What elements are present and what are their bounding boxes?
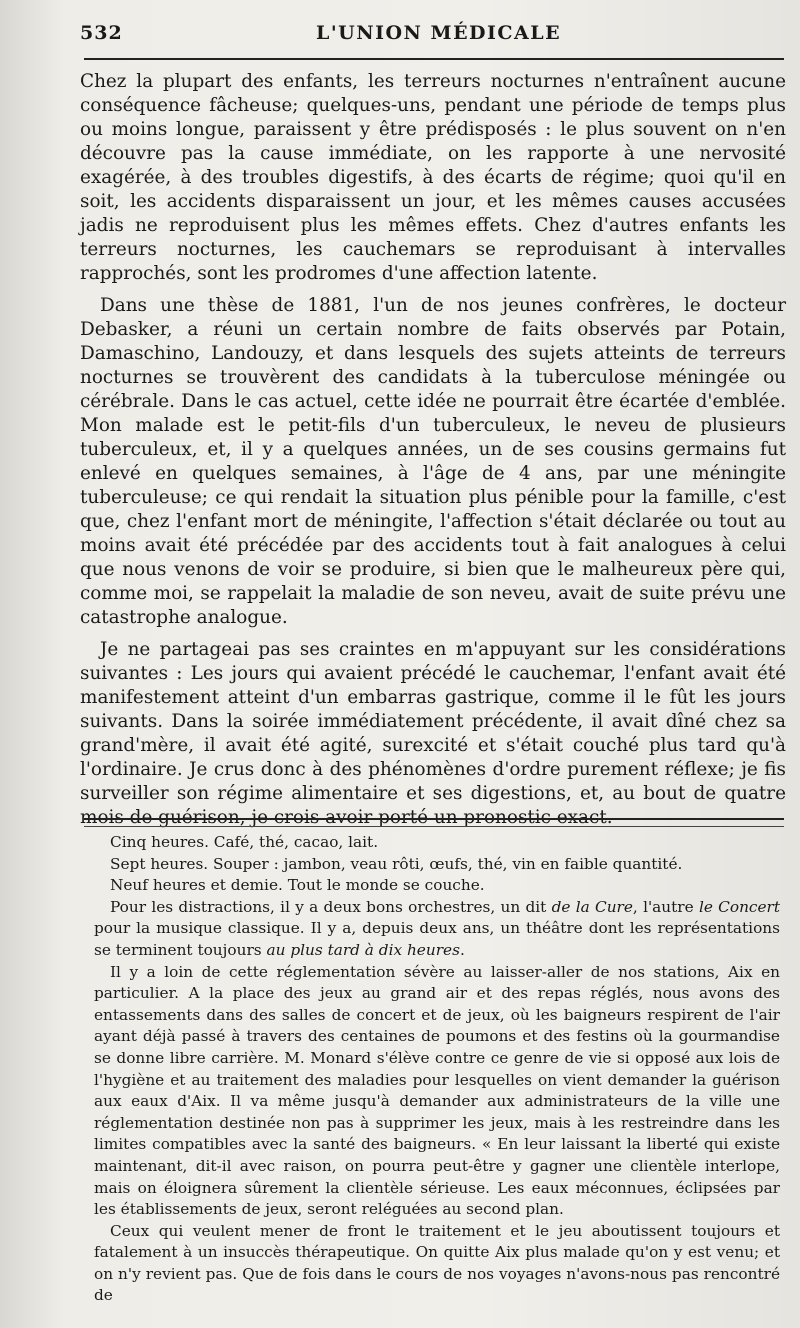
schedule-line-3: Neuf heures et demie. Tout le monde se couche. — [110, 876, 485, 895]
schedule-line-1: Cinq heures. Café, thé, cacao, lait. — [110, 833, 379, 851]
distractions-em-b: le Concert — [698, 897, 781, 916]
schedule-line-2: Sept heures. Souper : jambon, veau rôti, œufs, thé, vin en faible quantité. — [110, 854, 683, 873]
distractions-em-a: de la Cure — [551, 897, 633, 916]
footnote-text — [94, 832, 780, 1307]
distractions-text-d: . — [459, 940, 465, 959]
distractions-text-c: pour la musique classique. Il y a, depuis deux ans, un théâtre dont les représentations se terminent toujours — [94, 919, 780, 959]
footnote-rule — [84, 818, 784, 827]
header-rule — [84, 58, 784, 60]
distractions-text-a: Pour les distractions, il y a deux bons orchestres, un dit — [110, 897, 552, 916]
journal-title: L'UNION MÉDICALE — [316, 22, 562, 44]
page-number: 532 — [80, 22, 123, 44]
distractions-em-c: au plus tard à dix heures — [266, 940, 460, 959]
main-text — [80, 70, 786, 830]
footnote-paragraph-jeu: Ceux qui veulent mener de front le traitement et le jeu aboutissent toujours et fatalement à un insuccès thérapeutique. On quitte Aix plus malade qu'on y est venu; et on n'y revient pas. Que de fois dans le cours de nos voyages n'avons-nous pas rencontré de — [94, 1221, 780, 1305]
footnote-paragraph-distractions — [94, 897, 780, 962]
main-paragraph-2: Dans une thèse de 1881, l'un de nos jeunes confrères, le docteur Debasker, a réuni un certain nombre de faits observés par Potain, Damaschino, Landouzy, et dans lesquels des sujets atteints de terreurs nocturnes se trouvèrent des candidats à la tuberculose méningée ou cérébrale. Dans le cas actuel, cette idée ne pourrait être écartée d'emblée. Mon malade est le petit-fils d'un tuberculeux, le neveu de plusieurs tuberculeux, et, il y a quelques années, un de ses cousins germains fut enlevé en quelques semaines, à l'âge de 4 ans, par une méningite tuberculeuse; ce qui rendait la situation plus pénible pour la famille, c'est que, chez l'enfant mort de méningite, l'affection s'était déclarée ou tout au moins avait été précédée par des accidents tout à fait analogues à celui que nous venons de voir se produire, si bien que le malheureux père qui, comme moi, se rappelait la maladie de son neveu, avait de suite prévu une catastrophe analogue. — [80, 295, 786, 628]
main-paragraph-3: Je ne partageai pas ses craintes en m'appuyant sur les considérations suivantes : Les jours qui avaient précédé le cauchemar, l'enfant avait été manifestement atteint d'un embarras gastrique, comme il le fût les jours suivants. Dans la soirée immédiatement précédente, il avait dîné chez sa grand'mère, il avait été agité, surexcité et s'était couché plus tard qu'à l'ordinaire. Je crus donc à des phénomènes d'ordre purement réflexe; je fis surveiller son régime alimentaire et ses digestions, et, au bout de quatre mois de guérison, je crois avoir porté un pronostic exact. — [80, 639, 786, 828]
main-paragraph-1: Chez la plupart des enfants, les terreurs nocturnes n'entraînent aucune conséquence fâcheuse; quelques-uns, pendant une période de temps plus ou moins longue, paraissent y être prédisposés : le plus souvent on n'en découvre pas la cause immédiate, on les rapporte à une nervosité exagérée, à des troubles digestifs, à des écarts de régime; quoi qu'il en soit, les accidents disparaissent un jour, et les mêmes causes accusées jadis ne reproduisent plus les mêmes effets. Chez d'autres enfants les terreurs nocturnes, les cauchemars se reproduisant à intervalles rapprochés, sont les prodromes d'une affection latente. — [80, 71, 786, 284]
footnote-paragraph-aix: Il y a loin de cette réglementation sévère au laisser-aller de nos stations, Aix en particulier. A la place des jeux au grand air et des repas réglés, nous avons des entassements dans des salles de concert et de jeux, où les baigneurs respirent de l'air ayant déjà passé à travers des centaines de poumons et des festins où la gourmandise se donne libre carrière. M. Monard s'élève contre ce genre de vie si opposé aux lois de l'hygiène et au traitement des maladies pour lesquelles on vient demander la guérison aux eaux d'Aix. Il va même jusqu'à demander aux administrateurs de la ville une réglementation destinée non pas à supprimer les jeux, mais à les restreindre dans les limites compatibles avec la santé des baigneurs. « En leur laissant la liberté qui existe maintenant, dit-il avec raison, on pourra peut-être y gagner une clientèle interlope, mais on éloignera sûrement la clientèle sérieuse. Les eaux méconnues, éclipsées par les établissements de jeux, seront reléguées au second plan. — [94, 962, 780, 1219]
distractions-text-b: , l'autre — [632, 897, 699, 916]
running-head — [80, 22, 785, 54]
